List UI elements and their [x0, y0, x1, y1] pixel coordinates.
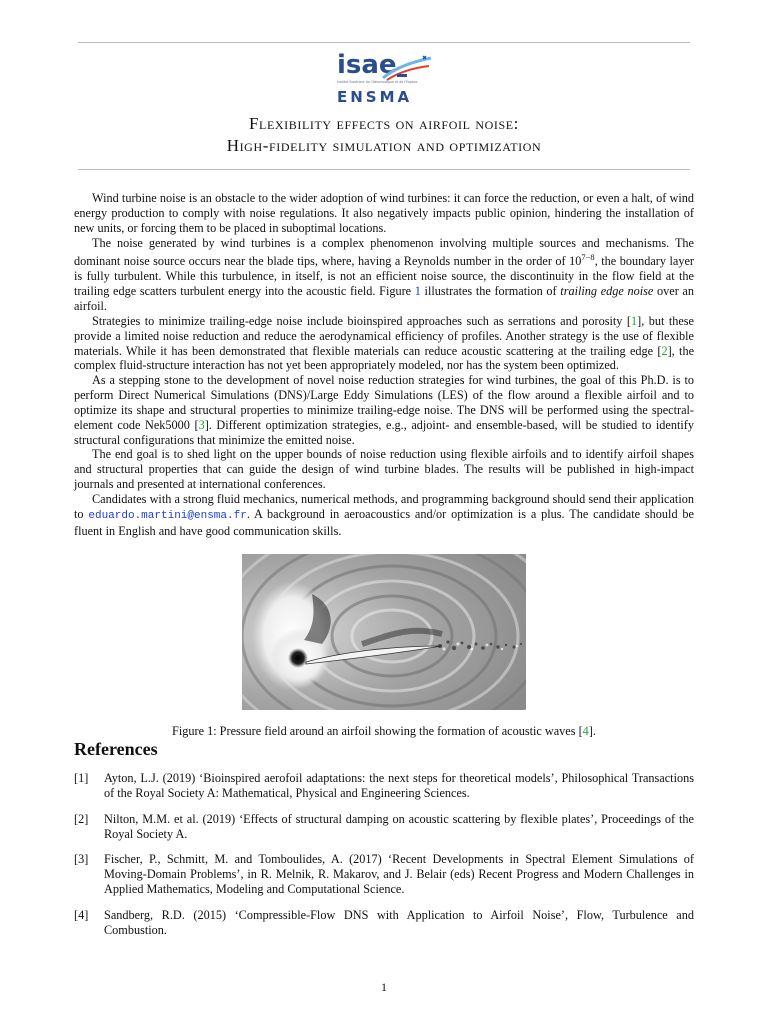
article-body	[74, 191, 694, 538]
reference-text: Nilton, M.M. et al. (2019) ‘Effects of structural damping on acoustic scattering by flexible plates’, Proceedings of the Royal Society A.	[104, 811, 694, 841]
paragraph-6: Candidates with a strong fluid mechanics, numerical methods, and programming background should send their application to eduardo.martini@ensma.fr. A background in aeroacoustics and/or optimization is a plus. The candidate should be fluent in English and have good communication skills.	[74, 491, 694, 538]
reference-text: Fischer, P., Schmitt, M. and Tomboulides, A. (2017) ‘Recent Developments in Spectral Element Simulations of Moving-Domain Problems’, in R. Melnik, R. Makarov, and J. Belair (eds) Recent Progress and Modern Challenges in Applied Mathematics, Modeling and Computational Science.	[104, 852, 694, 897]
title-line-2: High-fidelity simulation and optimization	[226, 136, 542, 155]
citation-4-link[interactable]: 4	[582, 724, 589, 738]
email-link[interactable]: eduardo.martini@ensma.fr	[88, 509, 247, 522]
logo-tagline: Institut Supérieur de l'Aéronautique et de l'Espace	[337, 80, 418, 84]
reference-number: [1]	[74, 771, 89, 785]
paragraph-5: The end goal is to shed light on the upper bounds of noise reduction using flexible airfoils and to identify airfoil shapes and structural properties that can guide the design of wind turbine blades. The results will be published in high-impact journals and presented at international conferences.	[74, 447, 694, 492]
reference-text: Sandberg, R.D. (2015) ‘Compressible-Flow DNS with Application to Airfoil Noise’, Flow, Turbulence and Combustion.	[104, 907, 694, 937]
reference-item	[74, 771, 694, 801]
page-number: 1	[381, 980, 387, 994]
reference-text: Ayton, L.J. (2019) ‘Bioinspired aerofoil adaptations: the next steps for theoretical models’, Philosophical Transactions of the Royal Society A: Mathematical, Physical and Engineering Sciences.	[104, 771, 694, 800]
references-list	[74, 771, 694, 949]
reynolds-exponent: 7−8	[581, 252, 595, 263]
pressure-field-figure	[242, 554, 526, 710]
figure-1-link[interactable]: 1	[414, 284, 421, 299]
top-rule	[78, 42, 690, 43]
reference-number: [2]	[74, 811, 89, 826]
citation-1-link[interactable]: 1	[630, 313, 638, 328]
paragraph-1: Wind turbine noise is an obstacle to the wider adoption of wind turbines: it can force the reduction, or even a halt, of wind energy production to comply with noise regulations. It also negatively impacts public opinion, hindering the installation of new units, or forcing them to be placed in suboptimal locations.	[74, 191, 694, 235]
emphasis-trailing-edge-noise: trailing edge noise	[560, 284, 654, 299]
pressure-field-image	[242, 554, 526, 710]
reynolds-base: 10	[569, 254, 582, 269]
logo-isae-text: isae	[337, 50, 397, 80]
paragraph-3: Strategies to minimize trailing-edge noise include bioinspired approaches such as serrations and porosity [1], but these provide a limited noise reduction and reduce the aerodynamical efficiency of profiles. Another strategy is the use of flexible materials. While it has been demonstrated that flexible materials can reduce acoustic scattering at the trailing edge [2], the complex fluid-structure interaction has not yet been appropriately modeled, nor has the system been optimized.	[74, 313, 694, 373]
title-rule	[78, 169, 690, 170]
citation-3-link[interactable]: 3	[198, 417, 205, 432]
reference-number: [3]	[74, 852, 89, 867]
reference-item	[74, 908, 694, 938]
reference-number: [4]	[74, 907, 89, 922]
paragraph-2: The noise generated by wind turbines is a complex phenomenon involving multiple sources and mechanisms. The dominant noise source occurs near the blade tips, where, having a Reynolds number in the order of $10^{7-8}$, the boundary layer is fully turbulent. While this turbulence, in itself, is not an efficient noise source, the discontinuity in the flow field at the trailing edge scatters turbulent energy into the acoustic field. Figure 1 illustrates the formation of trailing edge noise over an airfoil.	[74, 235, 695, 313]
references-heading: References	[74, 739, 158, 759]
isae-ensma-logo	[335, 50, 435, 110]
reference-item	[74, 812, 694, 842]
logo-ensma-text: ENSMA	[337, 88, 413, 106]
reference-item	[74, 852, 694, 897]
figure-caption: Figure 1: Pressure field around an airfoil showing the formation of acoustic waves [4].	[172, 724, 596, 738]
citation-2-link[interactable]: 2	[661, 343, 668, 358]
paragraph-4: As a stepping stone to the development of novel noise reduction strategies for wind turbines, the goal of this Ph.D. is to perform Direct Numerical Simulations (DNS)/Large Eddy Simulations (LES) of the flow around a flexible airfoil and to optimize its shape and structural properties to minimize trailing-edge noise. The DNS will be performed using the spectral-element code Nek5000 [3]. Different optimization strategies, e.g., adjoint- and ensemble-based, will be studied to identify structural configurations that minimize the emitted noise.	[74, 373, 694, 447]
title-line-1: Flexibility effects on airfoil noise:	[248, 114, 520, 133]
